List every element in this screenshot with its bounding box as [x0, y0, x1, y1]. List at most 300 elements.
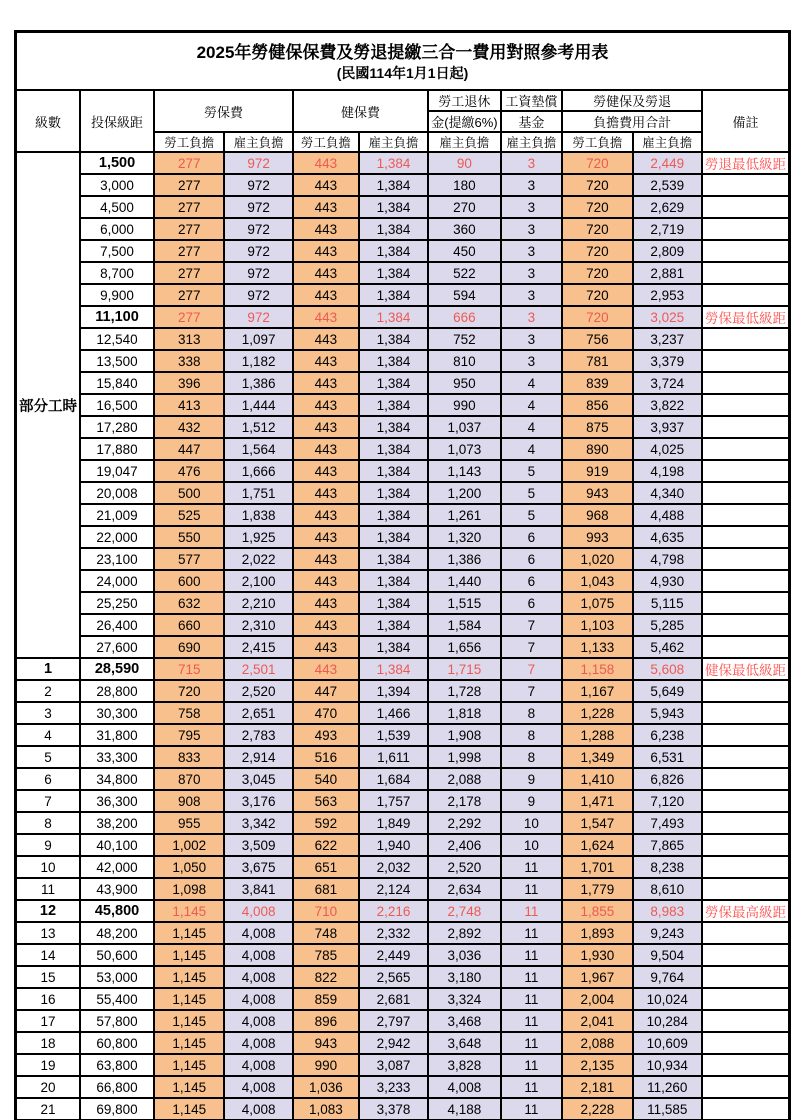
table-row — [16, 614, 790, 636]
cell-remark — [702, 394, 790, 416]
cell-pension: 990 — [428, 394, 500, 416]
cell-tot-emp: 756 — [562, 328, 632, 350]
cell-li-emp: 413 — [154, 394, 224, 416]
cell-fund: 11 — [501, 922, 563, 944]
cell-bracket: 21,009 — [80, 504, 154, 526]
cell-bracket: 30,300 — [80, 702, 154, 724]
cell-tot-er: 5,115 — [633, 592, 702, 614]
cell-remark — [702, 878, 790, 900]
cell-fund: 4 — [501, 438, 563, 460]
cell-level: 16 — [16, 988, 81, 1010]
table-body — [16, 152, 790, 1120]
cell-fund: 6 — [501, 570, 563, 592]
cell-remark — [702, 218, 790, 240]
cell-pension: 1,998 — [428, 746, 500, 768]
table-row — [16, 988, 790, 1010]
table-row — [16, 746, 790, 768]
cell-remark — [702, 1098, 790, 1120]
cell-tot-emp: 1,158 — [562, 658, 632, 680]
table-row — [16, 658, 790, 680]
cell-pension: 1,073 — [428, 438, 500, 460]
header-total-line1: 勞健保及勞退 — [562, 90, 702, 111]
cell-tot-emp: 919 — [562, 460, 632, 482]
cell-tot-emp: 1,967 — [562, 966, 632, 988]
cell-hi-emp: 516 — [293, 746, 359, 768]
table-row — [16, 350, 790, 372]
cell-li-emp: 632 — [154, 592, 224, 614]
cell-pension: 1,386 — [428, 548, 500, 570]
cell-fund: 9 — [501, 790, 563, 812]
cell-hi-emp: 443 — [293, 460, 359, 482]
cell-pension: 1,584 — [428, 614, 500, 636]
cell-tot-emp: 993 — [562, 526, 632, 548]
cell-tot-emp: 1,349 — [562, 746, 632, 768]
cell-bracket: 13,500 — [80, 350, 154, 372]
cell-li-emp: 1,002 — [154, 834, 224, 856]
cell-pension: 3,180 — [428, 966, 500, 988]
cell-li-emp: 550 — [154, 526, 224, 548]
cell-tot-er: 5,649 — [633, 680, 702, 702]
cell-li-emp: 690 — [154, 636, 224, 658]
cell-level: 19 — [16, 1054, 81, 1076]
cell-tot-er: 8,238 — [633, 856, 702, 878]
cell-pension: 1,261 — [428, 504, 500, 526]
cell-bracket: 69,800 — [80, 1098, 154, 1120]
table-row — [16, 1054, 790, 1076]
cell-hi-emp: 1,036 — [293, 1076, 359, 1098]
cell-remark — [702, 526, 790, 548]
cell-hi-emp: 443 — [293, 416, 359, 438]
cell-fund: 11 — [501, 944, 563, 966]
cell-remark — [702, 240, 790, 262]
cell-hi-er: 1,384 — [359, 240, 428, 262]
cell-hi-er: 1,611 — [359, 746, 428, 768]
cell-tot-er: 8,610 — [633, 878, 702, 900]
cell-li-emp: 955 — [154, 812, 224, 834]
cell-hi-er: 1,384 — [359, 284, 428, 306]
cell-bracket: 22,000 — [80, 526, 154, 548]
cell-li-emp: 525 — [154, 504, 224, 526]
cell-tot-er: 11,260 — [633, 1076, 702, 1098]
cell-tot-emp: 1,075 — [562, 592, 632, 614]
cell-fund: 6 — [501, 592, 563, 614]
cell-li-er: 2,501 — [224, 658, 293, 680]
cell-tot-er: 7,493 — [633, 812, 702, 834]
cell-remark — [702, 592, 790, 614]
cell-hi-emp: 443 — [293, 548, 359, 570]
cell-tot-emp: 2,181 — [562, 1076, 632, 1098]
table-row — [16, 966, 790, 988]
cell-hi-emp: 443 — [293, 218, 359, 240]
cell-pension: 1,320 — [428, 526, 500, 548]
cell-pension: 2,292 — [428, 812, 500, 834]
cell-tot-er: 2,881 — [633, 262, 702, 284]
cell-hi-emp: 443 — [293, 482, 359, 504]
cell-hi-emp: 592 — [293, 812, 359, 834]
cell-level: 2 — [16, 680, 81, 702]
cell-li-emp: 1,145 — [154, 922, 224, 944]
table-wrapper — [14, 30, 791, 1120]
cell-hi-emp: 785 — [293, 944, 359, 966]
cell-li-er: 1,751 — [224, 482, 293, 504]
cell-li-er: 1,182 — [224, 350, 293, 372]
cell-li-emp: 720 — [154, 680, 224, 702]
cell-fund: 5 — [501, 504, 563, 526]
cell-tot-emp: 1,167 — [562, 680, 632, 702]
cell-pension: 3,324 — [428, 988, 500, 1010]
cell-hi-emp: 443 — [293, 350, 359, 372]
cell-pension: 810 — [428, 350, 500, 372]
cell-hi-emp: 443 — [293, 636, 359, 658]
cell-remark — [702, 350, 790, 372]
cell-tot-er: 2,449 — [633, 152, 702, 174]
cell-bracket: 24,000 — [80, 570, 154, 592]
cell-pension: 1,715 — [428, 658, 500, 680]
table-row — [16, 460, 790, 482]
cell-li-er: 972 — [224, 240, 293, 262]
cell-tot-er: 4,488 — [633, 504, 702, 526]
cell-hi-er: 1,384 — [359, 350, 428, 372]
cell-tot-er: 11,585 — [633, 1098, 702, 1120]
table-row — [16, 878, 790, 900]
cell-hi-emp: 443 — [293, 328, 359, 350]
title-cell — [16, 32, 790, 91]
cell-pension: 522 — [428, 262, 500, 284]
cell-li-emp: 600 — [154, 570, 224, 592]
cell-level: 8 — [16, 812, 81, 834]
cell-bracket: 19,047 — [80, 460, 154, 482]
cell-hi-emp: 443 — [293, 592, 359, 614]
table-row — [16, 790, 790, 812]
cell-remark — [702, 856, 790, 878]
cell-tot-er: 9,243 — [633, 922, 702, 944]
cell-remark — [702, 834, 790, 856]
cell-li-emp: 277 — [154, 152, 224, 174]
cell-pension: 1,143 — [428, 460, 500, 482]
cell-tot-er: 7,120 — [633, 790, 702, 812]
table-row — [16, 174, 790, 196]
cell-bracket: 28,800 — [80, 680, 154, 702]
cell-pension: 4,188 — [428, 1098, 500, 1120]
cell-li-er: 3,509 — [224, 834, 293, 856]
cell-fund: 3 — [501, 284, 563, 306]
cell-tot-er: 4,025 — [633, 438, 702, 460]
cell-tot-emp: 1,103 — [562, 614, 632, 636]
cell-pension: 1,656 — [428, 636, 500, 658]
cell-hi-emp: 447 — [293, 680, 359, 702]
cell-li-emp: 277 — [154, 196, 224, 218]
cell-hi-emp: 748 — [293, 922, 359, 944]
cell-fund: 8 — [501, 702, 563, 724]
cell-pension: 1,728 — [428, 680, 500, 702]
cell-hi-emp: 443 — [293, 614, 359, 636]
cell-fund: 11 — [501, 1076, 563, 1098]
cell-hi-er: 1,384 — [359, 548, 428, 570]
cell-li-er: 4,008 — [224, 988, 293, 1010]
cell-pension: 3,036 — [428, 944, 500, 966]
cell-tot-emp: 839 — [562, 372, 632, 394]
subheader-hi-employee: 勞工負擔 — [293, 132, 359, 152]
cell-hi-er: 1,394 — [359, 680, 428, 702]
cell-bracket: 15,840 — [80, 372, 154, 394]
cell-tot-er: 8,983 — [633, 900, 702, 922]
cell-bracket: 66,800 — [80, 1076, 154, 1098]
cell-level: 7 — [16, 790, 81, 812]
cell-bracket: 40,100 — [80, 834, 154, 856]
cell-tot-er: 9,764 — [633, 966, 702, 988]
cell-remark — [702, 702, 790, 724]
cell-hi-er: 2,032 — [359, 856, 428, 878]
cell-remark — [702, 196, 790, 218]
cell-tot-emp: 720 — [562, 174, 632, 196]
cell-fund: 3 — [501, 174, 563, 196]
cell-hi-emp: 681 — [293, 878, 359, 900]
cell-hi-emp: 443 — [293, 284, 359, 306]
cell-hi-er: 3,087 — [359, 1054, 428, 1076]
cell-level: 20 — [16, 1076, 81, 1098]
cell-fund: 10 — [501, 834, 563, 856]
cell-remark: 勞退最低級距 — [702, 152, 790, 174]
cell-remark: 勞保最低級距 — [702, 306, 790, 328]
cell-bracket: 45,800 — [80, 900, 154, 922]
cell-hi-emp: 443 — [293, 262, 359, 284]
cell-li-er: 972 — [224, 284, 293, 306]
cell-hi-emp: 443 — [293, 152, 359, 174]
cell-li-emp: 447 — [154, 438, 224, 460]
cell-li-emp: 476 — [154, 460, 224, 482]
cell-hi-emp: 822 — [293, 966, 359, 988]
cell-bracket: 26,400 — [80, 614, 154, 636]
cell-li-emp: 396 — [154, 372, 224, 394]
cell-remark — [702, 1032, 790, 1054]
cell-level: 14 — [16, 944, 81, 966]
cell-fund: 4 — [501, 394, 563, 416]
cell-pension: 180 — [428, 174, 500, 196]
cell-hi-er: 1,684 — [359, 768, 428, 790]
cell-li-emp: 1,145 — [154, 1032, 224, 1054]
table-row — [16, 284, 790, 306]
cell-li-er: 2,651 — [224, 702, 293, 724]
cell-fund: 3 — [501, 328, 563, 350]
cell-remark — [702, 636, 790, 658]
cell-level: 11 — [16, 878, 81, 900]
cell-hi-er: 1,384 — [359, 460, 428, 482]
cell-fund: 11 — [501, 900, 563, 922]
cell-fund: 6 — [501, 548, 563, 570]
cell-hi-er: 1,384 — [359, 152, 428, 174]
cell-li-er: 972 — [224, 262, 293, 284]
cell-pension: 1,515 — [428, 592, 500, 614]
cell-tot-er: 3,937 — [633, 416, 702, 438]
cell-hi-emp: 443 — [293, 372, 359, 394]
cell-remark — [702, 680, 790, 702]
cell-li-er: 1,838 — [224, 504, 293, 526]
cell-remark: 勞保最高級距 — [702, 900, 790, 922]
table-row — [16, 152, 790, 174]
cell-tot-emp: 1,930 — [562, 944, 632, 966]
cell-tot-emp: 720 — [562, 306, 632, 328]
cell-pension: 90 — [428, 152, 500, 174]
cell-tot-emp: 856 — [562, 394, 632, 416]
cell-fund: 4 — [501, 416, 563, 438]
premium-table — [14, 30, 791, 1120]
cell-hi-er: 1,384 — [359, 570, 428, 592]
cell-level: 5 — [16, 746, 81, 768]
cell-tot-er: 4,798 — [633, 548, 702, 570]
cell-li-er: 4,008 — [224, 944, 293, 966]
cell-tot-er: 10,609 — [633, 1032, 702, 1054]
cell-tot-emp: 720 — [562, 262, 632, 284]
cell-remark — [702, 966, 790, 988]
cell-bracket: 12,540 — [80, 328, 154, 350]
cell-li-er: 1,925 — [224, 526, 293, 548]
cell-li-er: 1,512 — [224, 416, 293, 438]
cell-li-er: 972 — [224, 306, 293, 328]
cell-bracket: 3,000 — [80, 174, 154, 196]
table-row — [16, 570, 790, 592]
cell-bracket: 25,250 — [80, 592, 154, 614]
cell-pension: 1,037 — [428, 416, 500, 438]
cell-pension: 4,008 — [428, 1076, 500, 1098]
subheader-fund-employer: 雇主負擔 — [501, 132, 563, 152]
cell-pension: 2,892 — [428, 922, 500, 944]
cell-tot-er: 3,379 — [633, 350, 702, 372]
cell-remark — [702, 1010, 790, 1032]
cell-tot-emp: 1,547 — [562, 812, 632, 834]
cell-bracket: 7,500 — [80, 240, 154, 262]
subheader-li-employer: 雇主負擔 — [224, 132, 293, 152]
cell-bracket: 50,600 — [80, 944, 154, 966]
cell-hi-emp: 622 — [293, 834, 359, 856]
cell-pension: 360 — [428, 218, 500, 240]
cell-tot-emp: 720 — [562, 240, 632, 262]
cell-hi-emp: 470 — [293, 702, 359, 724]
cell-li-er: 3,841 — [224, 878, 293, 900]
cell-tot-emp: 1,020 — [562, 548, 632, 570]
cell-tot-emp: 781 — [562, 350, 632, 372]
table-row — [16, 724, 790, 746]
cell-li-emp: 1,098 — [154, 878, 224, 900]
cell-hi-emp: 1,083 — [293, 1098, 359, 1120]
cell-fund: 8 — [501, 724, 563, 746]
cell-li-emp: 1,145 — [154, 1054, 224, 1076]
cell-hi-emp: 563 — [293, 790, 359, 812]
header-fund-line2: 基金 — [501, 111, 563, 132]
cell-pension: 3,828 — [428, 1054, 500, 1076]
cell-li-er: 3,675 — [224, 856, 293, 878]
cell-tot-emp: 2,228 — [562, 1098, 632, 1120]
cell-tot-emp: 1,133 — [562, 636, 632, 658]
cell-hi-er: 1,539 — [359, 724, 428, 746]
cell-li-emp: 870 — [154, 768, 224, 790]
cell-bracket: 53,000 — [80, 966, 154, 988]
cell-li-emp: 833 — [154, 746, 224, 768]
cell-fund: 7 — [501, 614, 563, 636]
cell-fund: 11 — [501, 988, 563, 1010]
cell-hi-er: 2,332 — [359, 922, 428, 944]
cell-li-emp: 1,145 — [154, 966, 224, 988]
cell-hi-er: 1,384 — [359, 416, 428, 438]
cell-li-emp: 908 — [154, 790, 224, 812]
cell-li-er: 4,008 — [224, 1076, 293, 1098]
cell-tot-er: 4,635 — [633, 526, 702, 548]
cell-pension: 2,520 — [428, 856, 500, 878]
cell-pension: 752 — [428, 328, 500, 350]
cell-remark — [702, 790, 790, 812]
cell-bracket: 27,600 — [80, 636, 154, 658]
table-row — [16, 592, 790, 614]
cell-li-er: 2,520 — [224, 680, 293, 702]
cell-bracket: 17,280 — [80, 416, 154, 438]
cell-hi-er: 1,384 — [359, 636, 428, 658]
cell-hi-er: 1,384 — [359, 218, 428, 240]
cell-remark — [702, 548, 790, 570]
cell-tot-emp: 1,893 — [562, 922, 632, 944]
cell-li-er: 4,008 — [224, 966, 293, 988]
cell-hi-emp: 443 — [293, 240, 359, 262]
cell-hi-er: 3,378 — [359, 1098, 428, 1120]
cell-li-er: 4,008 — [224, 1054, 293, 1076]
cell-hi-emp: 443 — [293, 394, 359, 416]
table-row — [16, 218, 790, 240]
cell-fund: 3 — [501, 262, 563, 284]
cell-tot-er: 5,462 — [633, 636, 702, 658]
cell-tot-emp: 890 — [562, 438, 632, 460]
cell-remark — [702, 570, 790, 592]
cell-hi-er: 1,384 — [359, 592, 428, 614]
cell-hi-er: 1,384 — [359, 614, 428, 636]
cell-tot-er: 4,198 — [633, 460, 702, 482]
cell-remark — [702, 922, 790, 944]
cell-bracket: 28,590 — [80, 658, 154, 680]
title-row — [16, 32, 790, 91]
cell-li-er: 4,008 — [224, 900, 293, 922]
cell-hi-emp: 710 — [293, 900, 359, 922]
table-row — [16, 394, 790, 416]
subheader-hi-employer: 雇主負擔 — [359, 132, 428, 152]
table-row — [16, 328, 790, 350]
cell-tot-emp: 720 — [562, 196, 632, 218]
cell-fund: 3 — [501, 350, 563, 372]
table-row — [16, 856, 790, 878]
cell-li-emp: 715 — [154, 658, 224, 680]
page-subtitle: (民國114年1月1日起) — [336, 65, 469, 82]
cell-level: 10 — [16, 856, 81, 878]
table-row — [16, 504, 790, 526]
cell-tot-emp: 1,288 — [562, 724, 632, 746]
cell-pension: 2,088 — [428, 768, 500, 790]
cell-bracket: 4,500 — [80, 196, 154, 218]
table-head — [16, 32, 790, 153]
cell-pension: 1,908 — [428, 724, 500, 746]
cell-bracket: 16,500 — [80, 394, 154, 416]
cell-bracket: 8,700 — [80, 262, 154, 284]
cell-hi-er: 3,233 — [359, 1076, 428, 1098]
cell-hi-er: 1,384 — [359, 526, 428, 548]
cell-tot-er: 5,608 — [633, 658, 702, 680]
cell-bracket: 9,900 — [80, 284, 154, 306]
cell-hi-er: 2,124 — [359, 878, 428, 900]
cell-hi-emp: 990 — [293, 1054, 359, 1076]
cell-tot-emp: 1,410 — [562, 768, 632, 790]
cell-tot-er: 5,943 — [633, 702, 702, 724]
cell-remark — [702, 482, 790, 504]
cell-remark — [702, 284, 790, 306]
cell-hi-er: 1,384 — [359, 196, 428, 218]
cell-remark — [702, 328, 790, 350]
cell-pension: 594 — [428, 284, 500, 306]
cell-fund: 3 — [501, 196, 563, 218]
